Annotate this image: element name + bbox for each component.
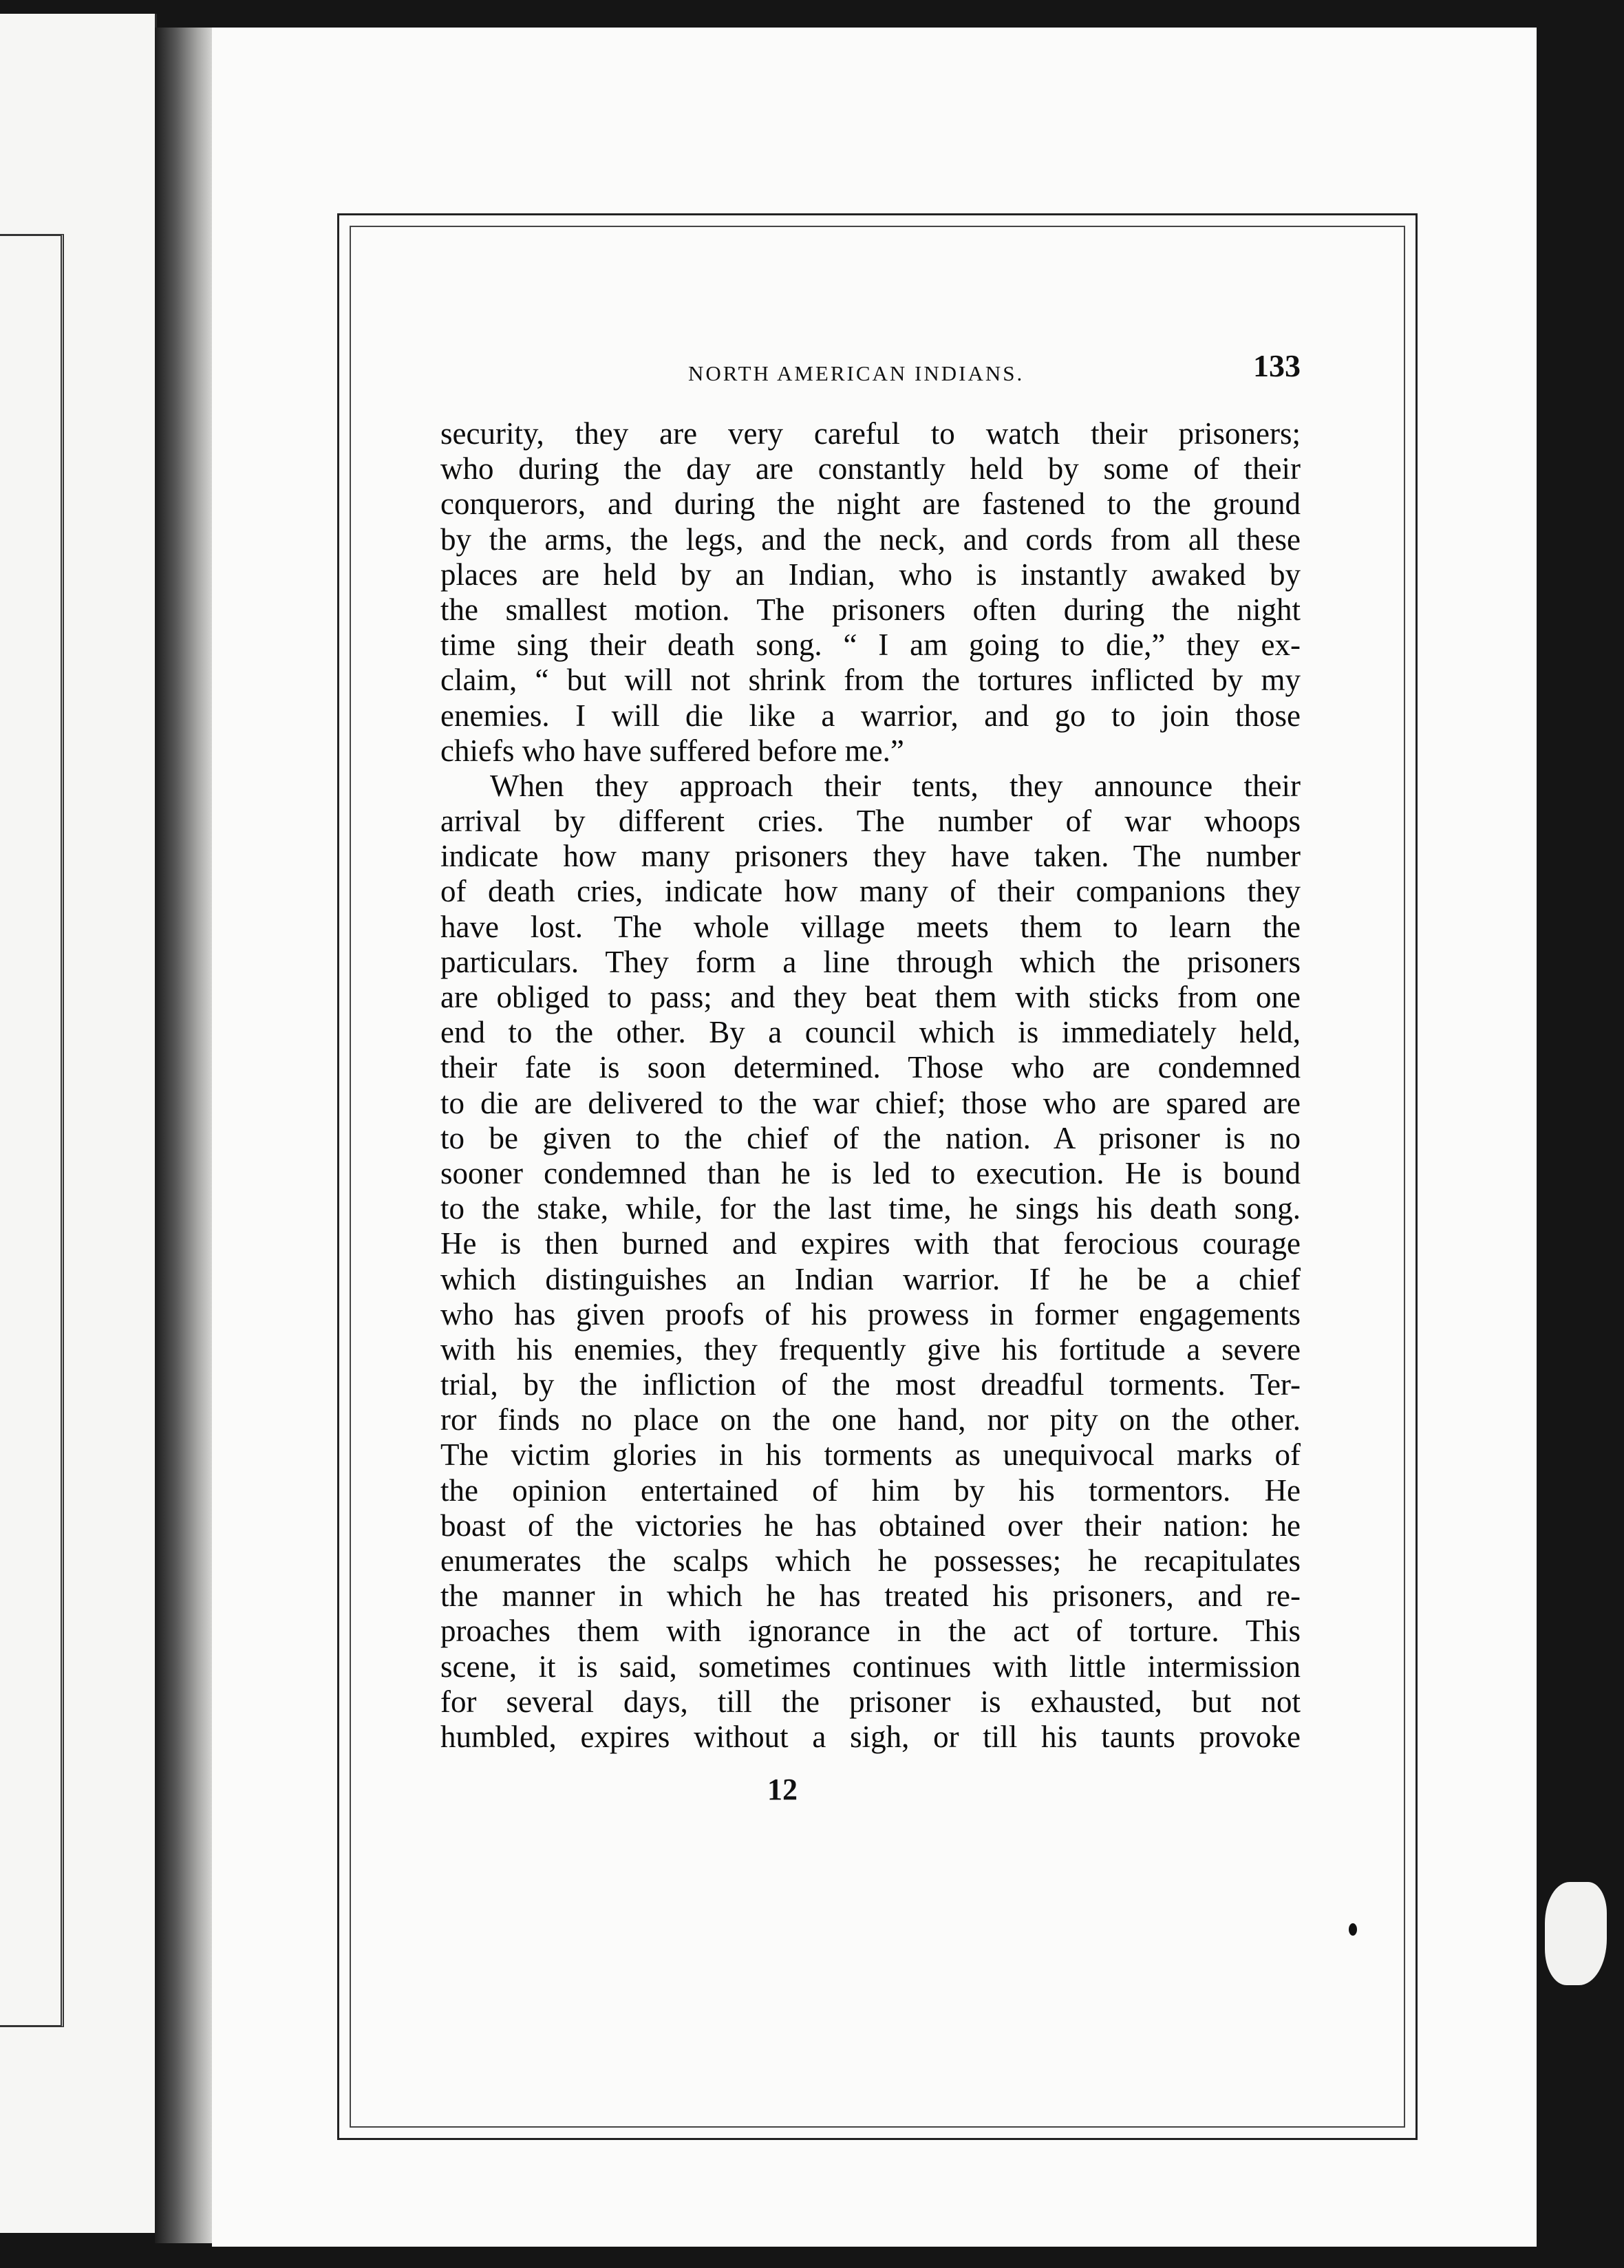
ink-speck (1349, 1923, 1357, 1936)
text-line: The victim glories in his torments as unequivocal marks of (440, 1437, 1301, 1473)
text-line: who has given proofs of his prowess in former engagements (440, 1296, 1301, 1331)
text-line: are obliged to pass; and they beat them with sticks from one (440, 980, 1301, 1014)
body-text (440, 416, 1301, 1755)
text-line: of death cries, indicate how many of their companions they (440, 874, 1301, 909)
text-line: the opinion entertained of him by his tormentors. He (440, 1473, 1301, 1508)
text-line: When they approach their tents, they announce their (490, 768, 1301, 803)
text-line: end to the other. By a council which is immediately held, (440, 1015, 1301, 1050)
page-number: 133 (1253, 348, 1301, 383)
text-line: places are held by an Indian, who is instantly awaked by (440, 557, 1301, 592)
text-line: particulars. They form a line through which the prisoners (440, 944, 1301, 979)
text-line: the manner in which he has treated his prisoners, and re- (440, 1579, 1301, 1614)
text-line: to die are delivered to the war chief; those who are spared are (440, 1085, 1301, 1120)
text-line: their fate is soon determined. Those who are condemned (440, 1050, 1301, 1085)
text-line: ror finds no place on the one hand, nor pity on the other. (440, 1402, 1301, 1437)
text-line: chiefs who have suffered before me.” (440, 733, 904, 768)
facing-page-border (0, 234, 64, 2027)
text-line: the smallest motion. The prisoners often during the night (440, 592, 1301, 627)
text-line: to be given to the chief of the nation. A prisoner is no (440, 1120, 1301, 1155)
book-gutter (155, 28, 217, 2243)
text-line: conquerors, and during the night are fastened to the ground (440, 486, 1301, 522)
text-line: boast of the victories he has obtained over their nation: he (440, 1508, 1301, 1543)
text-line: to the stake, while, for the last time, he sings his death song. (440, 1191, 1301, 1226)
text-line: who during the day are constantly held by some of their (440, 451, 1301, 486)
running-head: NORTH AMERICAN INDIANS. (688, 361, 1025, 385)
text-line: security, they are very careful to watch their prisoners; (440, 416, 1301, 451)
text-line: humbled, expires without a sigh, or till his taunts provoke (440, 1719, 1301, 1754)
text-line: trial, by the infliction of the most dreadful torments. Ter- (440, 1367, 1301, 1402)
text-line: have lost. The whole village meets them to learn the (440, 909, 1301, 944)
text-line: He is then burned and expires with that ferocious courage (440, 1226, 1301, 1261)
text-line: indicate how many prisoners they have taken. The number (440, 839, 1301, 874)
text-line: with his enemies, they frequently give his fortitude a severe (440, 1331, 1301, 1367)
page-header (440, 347, 1301, 396)
text-line: arrival by different cries. The number of war whoops (440, 804, 1301, 839)
text-line: enemies. I will die like a warrior, and go to join those (440, 698, 1301, 733)
text-line: sooner condemned than he is led to execution. He is bound (440, 1155, 1301, 1190)
text-line: proaches them with ignorance in the act of torture. This (440, 1614, 1301, 1649)
text-line: enumerates the scalps which he possesses; he recapitulates (440, 1543, 1301, 1578)
text-line: claim, “ but will not shrink from the tortures inflicted by my (440, 663, 1301, 698)
text-line: by the arms, the legs, and the neck, and cords from all these (440, 522, 1301, 557)
facing-page (0, 14, 157, 2233)
text-line: scene, it is said, sometimes continues with little intermission (440, 1649, 1301, 1684)
text-line: for several days, till the prisoner is exhausted, but not (440, 1684, 1301, 1719)
paper-scrap (1545, 1882, 1607, 1985)
signature-mark: 12 (767, 1773, 798, 1806)
text-line: time sing their death song. “ I am going to die,” they ex- (440, 628, 1301, 663)
text-line: which distinguishes an Indian warrior. If he be a chief (440, 1261, 1301, 1296)
